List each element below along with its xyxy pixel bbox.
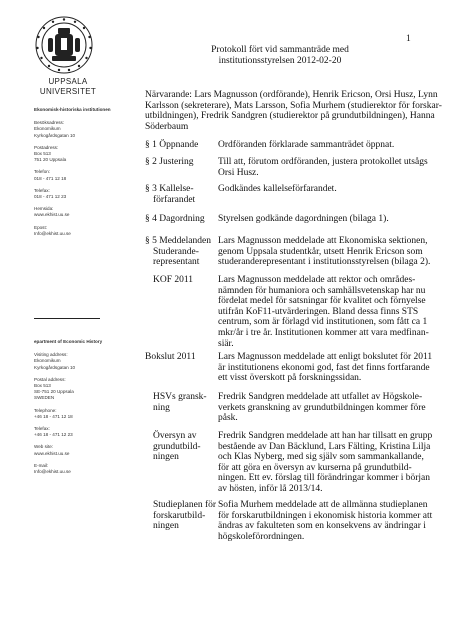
agenda-item-text: Lars Magnusson meddelade att rektor och områdes- nämnden för humaniora och samhällsvetenskap har nu fördelat medel för satsningar för kvalitet och förnyelse utifrån KoF11-utvärderingen. Bland dessa finns STS centrum, som är förlagd vid institutionen, som fått ca 1 mkr/år i tre år. Institutionen kommer att vara medfinan- siär.: [218, 275, 429, 349]
sidebar-divider: [34, 318, 100, 319]
email-label: Epost:: [34, 224, 48, 230]
fax-number: +46 18 - 471 12 23: [34, 432, 73, 438]
agenda-item-label: § 4 Dagordning: [145, 214, 205, 224]
logo-line-uppsala: UPPSALA: [48, 77, 88, 86]
agenda-item-label: § 5 Meddelanden Studerande- representant: [145, 236, 211, 268]
title-line: Protokoll fört vid sammanträde med: [211, 45, 349, 55]
phone-label: Telefon:: [34, 169, 51, 175]
page-number: 1: [406, 34, 411, 44]
postal-address-block: [34, 377, 119, 402]
phone-block: [34, 408, 119, 420]
fax-label: Telefax:: [34, 426, 50, 432]
visit-address-line: Kyrkogårdsgatan 10: [34, 364, 76, 370]
agenda-item-label: § 3 Kallelse- förfarandet: [145, 184, 196, 205]
postal-address-line: 751 20 Uppsala: [34, 157, 67, 163]
website-url: www.ekhist.uu.se: [34, 450, 70, 456]
agenda-item-label: § 2 Justering: [145, 157, 194, 167]
agenda-item-label: KOF 2011: [153, 275, 194, 285]
agenda-item-label: § 1 Öppnande: [145, 140, 199, 150]
website-block: [34, 206, 114, 218]
email-block: [34, 225, 114, 237]
postal-address-block: [34, 145, 114, 164]
agenda-item-label: HSVs gransk- ning: [153, 392, 207, 413]
visit-address-line: Ekonomikum: [34, 358, 61, 364]
fax-block: [34, 188, 114, 200]
fax-block: [34, 426, 119, 438]
sidebar-contact-english: [34, 339, 119, 481]
website-label: Hemsida:: [34, 206, 54, 212]
email-block: [34, 463, 119, 475]
sidebar-department-title: epartment of Economic History: [34, 339, 103, 344]
phone-label: Telephone:: [34, 407, 57, 413]
agenda-item-label: Studieplanen för forskarutbild- ningen: [153, 500, 217, 532]
agenda-item-text: Ordföranden förklarade sammanträdet öppnat.: [218, 140, 395, 150]
fax-label: Telefax:: [34, 187, 50, 193]
visit-address-label: Besöksadress:: [34, 120, 65, 126]
agenda-item-text: Styrelsen godkände dagordningen (bilaga 1).: [218, 214, 389, 224]
fax-number: 018 - 471 12 23: [34, 194, 67, 200]
visit-address-block: [34, 120, 114, 139]
website-block: [34, 444, 119, 456]
agenda-item-text: Fredrik Sandgren meddelade att utfallet av Högskole- verkets granskning av grundutbildningen kommer före påsk.: [218, 392, 426, 424]
website-url: www.ekhist.uu.se: [34, 212, 70, 218]
sidebar-contact-swedish: [34, 107, 114, 243]
postal-address-line: SE-751 20 Uppsala: [34, 389, 74, 395]
visit-address-line: Ekonomikum: [34, 126, 61, 132]
website-label: Web site:: [34, 444, 54, 450]
agenda-item-text: Till att, förutom ordföranden, justera protokollet utsågs Orsi Husz.: [218, 157, 428, 178]
postal-address-line: SWEDEN: [34, 395, 55, 401]
postal-address-line: Box 513: [34, 383, 51, 389]
postal-address-line: Box 513: [34, 151, 51, 157]
phone-block: [34, 169, 114, 181]
attendance-line: Karlsson (sekreterare), Mats Larsson, Sofia Murhem (studierektor för forskar-: [145, 100, 442, 111]
sidebar-department-title: Ekonomisk-historiska institutionen: [34, 107, 111, 112]
attendance-paragraph: [145, 90, 442, 132]
phone-number: 018 - 471 12 18: [34, 175, 67, 181]
agenda-item-label: Översyn av grundutbild- ningen: [153, 431, 201, 463]
postal-address-label: Postal address:: [34, 376, 66, 382]
logo-line-universitet: UNIVERSITET: [39, 87, 97, 96]
title-line: institutionsstyrelsen 2012-02-20: [218, 55, 342, 66]
agenda-item-text: Lars Magnusson meddelade att enligt bokslutet för 2011 är institutionens ekonomi god, fast det finns fortfarande ett visst överskott på forskningssidan.: [218, 352, 433, 384]
agenda-item-text: Lars Magnusson meddelade att Ekonomiska sektionen, genom Uppsala studentkår, utsett Henrik Ericson som studeranderepresentant i institutionsstyrelsen (bilaga 2).: [218, 236, 431, 268]
attendance-line: Söderbaum: [145, 121, 189, 132]
agenda-item-text: Godkändes kallelseförfarandet.: [218, 184, 337, 194]
document-title: [200, 45, 360, 66]
visit-address-block: [34, 352, 119, 371]
email-address: Info@ekhist.uu.se: [34, 230, 71, 236]
email-label: E-mail:: [34, 462, 49, 468]
email-address: Info@ekhist.uu.se: [34, 469, 71, 475]
agenda-item-label: Bokslut 2011: [145, 352, 196, 362]
attendance-line: Närvarande: Lars Magnusson (ordförande), Henrik Ericson, Orsi Husz, Lynn: [145, 90, 438, 100]
attendance-line: utbildningen), Fredrik Sandgren (studierektor på grundutbildningen), Hanna: [145, 111, 435, 122]
postal-address-label: Postadress:: [34, 144, 59, 150]
agenda-item-text: Sofia Murhem meddelade att de allmänna studieplanen för forskarutbildningen i ekonomisk historia kommer att ändras av fakulteten som en konsekvens av ändringar i högskoleförordningen.: [218, 500, 433, 542]
agenda-item-text: Fredrik Sandgren meddelade att han har tillsatt en grupp bestående av Dan Bäcklund, Lars Fälting, Kristina Lilja och Klas Nyberg, med sig själv som sammankallande, för att göra en översyn av kurserna på grundutbild- ningen. Ett ev. förslag till förändringar kommer i början av hösten, inför lå 2013/14.: [218, 431, 433, 494]
logo-wordmark: [33, 77, 103, 97]
phone-number: +46 18 - 471 12 18: [34, 413, 73, 419]
uppsala-university-seal-logo: [28, 14, 100, 76]
visit-address-line: Kyrkogårdsgatan 10: [34, 132, 76, 138]
visit-address-label: Visiting address:: [34, 352, 68, 358]
